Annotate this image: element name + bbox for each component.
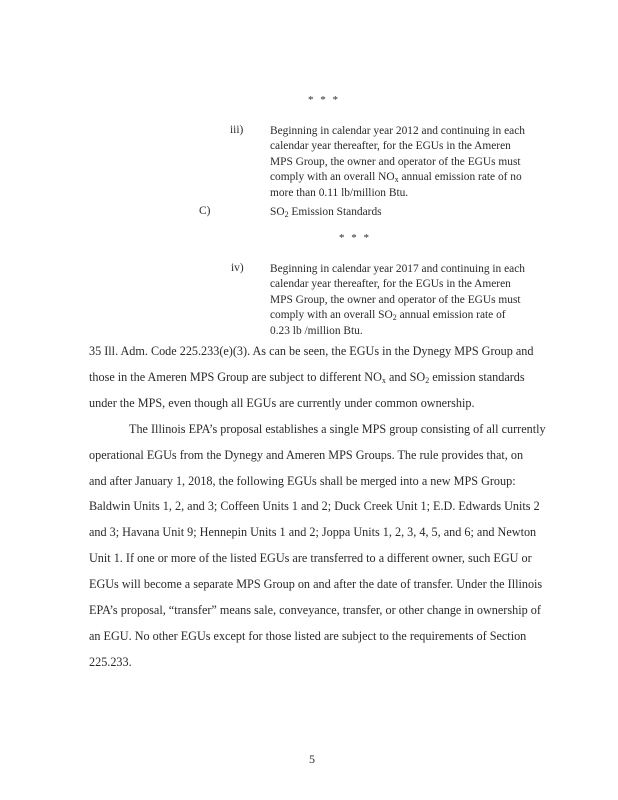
paragraph-1-line: 35 Ill. Adm. Code 225.233(e)(3). As can be seen, the EGUs in the Dynegy MPS Group and: [89, 344, 534, 358]
paragraph-2-line: operational EGUs from the Dynegy and Ameren MPS Groups. The rule provides that, on: [89, 447, 524, 462]
section-c-marker: C): [199, 205, 211, 217]
subsection-iv-line: comply with an overall $SO_2$ annual emission rate of: [270, 309, 506, 323]
paragraph-2-line: EPA’s proposal, “transfer” means sale, conveyance, transfer, or other change in ownership of: [89, 603, 541, 618]
subsection-iv-marker: iv): [231, 262, 244, 274]
paragraph-2-line: and 3; Havana Unit 9; Hennepin Units 1 and 2; Joppa Units 1, 2, 3, 4, 5, and 6; and Newton: [89, 525, 537, 540]
paragraph-2-line: an EGU. No other EGUs except for those listed are subject to the requirements of Section: [89, 628, 527, 643]
paragraph-2-line: Unit 1. If one or more of the listed EGUs are transferred to a different owner, such EGU or: [89, 551, 532, 566]
subsection-iii-line: comply with an overall $NO_x$ annual emission rate of no: [270, 171, 522, 185]
paragraph-1-line: under the MPS, even though all EGUs are currently under common ownership.: [89, 395, 475, 410]
paragraph-2-line: EGUs will become a separate MPS Group on and after the date of transfer. Under the Illinois: [89, 577, 543, 592]
body-text: [89, 339, 549, 676]
separator-middle: * * *: [339, 232, 371, 244]
subsection-iv-line: 0.23 lb /million Btu.: [270, 324, 363, 337]
paragraph-2-line: The Illinois EPA’s proposal establishes a single MPS group consisting of all currently: [129, 421, 546, 436]
subsection-iv-line: MPS Group, the owner and operator of the EGUs must: [270, 293, 521, 306]
paragraph-1-line: those in the Ameren MPS Group are subject to different $NO_x$ and $SO_2$ emission standards: [89, 369, 525, 385]
subsection-iii-text: [270, 124, 560, 201]
subsection-iii-line: MPS Group, the owner and operator of the EGUs must: [270, 155, 521, 168]
paragraph-2-line: 225.233.: [89, 654, 132, 669]
subsection-iii-line: calendar year thereafter, for the EGUs in the Ameren: [270, 140, 511, 153]
page-number: 5: [309, 752, 315, 766]
section-c-title: $SO_2$ Emission Standards: [270, 206, 382, 219]
separator-top: * * *: [308, 94, 340, 106]
paragraph-2-line: Baldwin Units 1, 2, and 3; Coffeen Units 1 and 2; Duck Creek Unit 1; E.D. Edwards Units 2: [89, 499, 540, 514]
paragraph-2-line: and after January 1, 2018, the following EGUs shall be merged into a new MPS Group:: [89, 473, 516, 488]
subsection-iii-line: more than 0.11 lb/million Btu.: [270, 186, 409, 199]
subsection-iv-line: calendar year thereafter, for the EGUs in the Ameren: [270, 278, 511, 291]
subsection-iii-marker: iii): [230, 124, 244, 136]
subsection-iv-text: [270, 262, 560, 339]
subsection-iv-line: Beginning in calendar year 2017 and continuing in each: [270, 263, 525, 275]
subsection-iii-line: Beginning in calendar year 2012 and continuing in each: [270, 125, 525, 137]
